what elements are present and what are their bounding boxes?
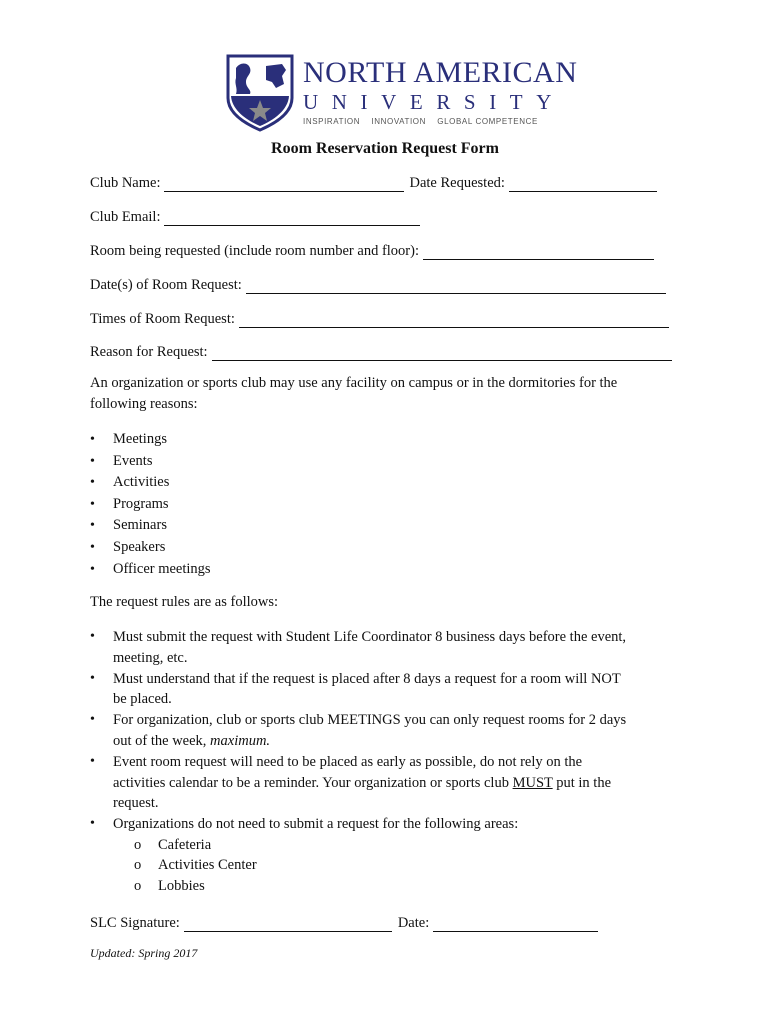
shield-crest-icon [222, 54, 298, 132]
reason-row [90, 341, 672, 361]
dates-label: Date(s) of Room Request: [90, 277, 242, 293]
list-item: • Activities [113, 472, 211, 494]
signature-row [90, 912, 598, 932]
date-label: Date: [397, 915, 430, 931]
times-input[interactable] [239, 313, 669, 328]
logo-line1: NORTH AMERICAN [303, 56, 578, 89]
intro-line-2: following reasons: [90, 396, 198, 412]
times-row [90, 308, 669, 328]
list-item: • Seminars [113, 515, 211, 537]
reason-input[interactable] [212, 346, 672, 361]
list-item: • Speakers [113, 537, 211, 559]
club-name-input[interactable] [164, 177, 404, 192]
club-email-input[interactable] [164, 211, 420, 226]
reasons-list [113, 429, 211, 580]
list-item: • Must submit the request with Student Life Coordinator 8 business days before the event, meeting, etc. [90, 627, 683, 669]
list-item: • Organizations do not need to submit a request for the following areas: o Cafeteria o Activities Center o Lobbies [90, 814, 683, 896]
list-item: • Event room request will need to be placed as early as possible, do not rely on the activities calendar to be a reminder. Your organization or sports club MUST put in the request. [90, 752, 683, 814]
areas-list [113, 835, 683, 896]
club-email-row [90, 206, 420, 226]
list-item: o Cafeteria [158, 835, 683, 855]
date-input[interactable] [433, 917, 598, 932]
list-item: • Officer meetings [113, 559, 211, 581]
dates-row [90, 274, 666, 294]
list-item: • Events [113, 451, 211, 473]
room-requested-input[interactable] [423, 245, 654, 260]
reason-label: Reason for Request: [90, 344, 208, 360]
club-name-row [90, 172, 657, 192]
list-item: • Meetings [113, 429, 211, 451]
room-requested-label: Room being requested (include room number and floor): [90, 243, 419, 259]
date-requested-label: Date Requested: [409, 175, 505, 191]
updated-note: Updated: Spring 2017 [90, 946, 198, 960]
list-item: o Lobbies [158, 876, 683, 896]
list-item: • Must understand that if the request is placed after 8 days a request for a room will NOT be placed. [90, 669, 683, 711]
rules-heading: The request rules are as follows: [90, 594, 279, 610]
form-title: Room Reservation Request Form [271, 140, 499, 157]
intro-line-1: An organization or sports club may use any facility on campus or in the dormitories for the [90, 375, 618, 391]
list-item: • For organization, club or sports club MEETINGS you can only request rooms for 2 days out of the week, maximum. [90, 710, 683, 752]
times-label: Times of Room Request: [90, 311, 235, 327]
logo-tagline: INSPIRATION INNOVATION GLOBAL COMPETENCE [303, 117, 538, 126]
room-requested-row [90, 240, 654, 260]
club-name-label: Club Name: [90, 175, 161, 191]
dates-input[interactable] [246, 279, 666, 294]
date-requested-input[interactable] [509, 177, 657, 192]
list-item: • Programs [113, 494, 211, 516]
club-email-label: Club Email: [90, 209, 161, 225]
slc-signature-input[interactable] [184, 917, 392, 932]
rules-list [113, 627, 683, 896]
slc-signature-label: SLC Signature: [90, 915, 180, 931]
logo-line2: UNIVERSITY [303, 90, 565, 114]
list-item: o Activities Center [158, 855, 683, 875]
